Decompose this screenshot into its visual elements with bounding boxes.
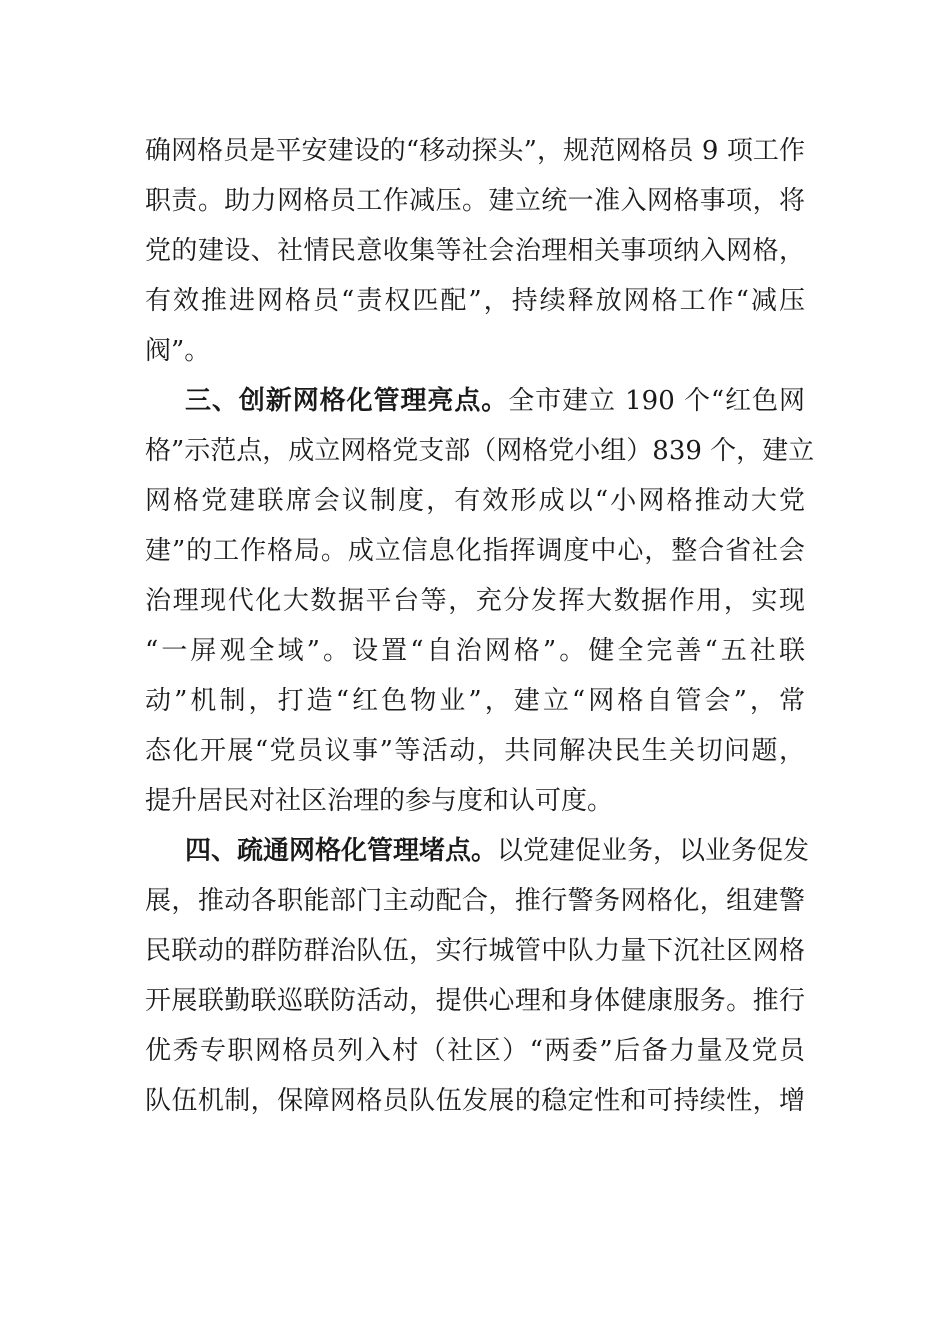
paragraph-2-first-text: 全市建立 190 个“红色网 bbox=[508, 386, 805, 416]
paragraph-2-line-8: 态化开展“党员议事”等活动，共同解决民生关切问题， bbox=[145, 736, 805, 766]
paragraph-2-line-5: 治理现代化大数据平台等，充分发挥大数据作用，实现 bbox=[145, 586, 805, 616]
paragraph-3-line-4: 开展联勤联巡联防活动，提供心理和身体健康服务。推行 bbox=[145, 986, 805, 1016]
paragraph-2-line-6: “一屏观全域”。设置“自治网格”。健全完善“五社联 bbox=[145, 636, 805, 666]
paragraph-1-line-4: 有效推进网格员“责权匹配”，持续释放网格工作“减压 bbox=[145, 286, 805, 316]
paragraph-1-line-3: 党的建设、社情民意收集等社会治理相关事项纳入网格， bbox=[145, 236, 805, 266]
paragraph-1-line-5: 阀”。 bbox=[145, 336, 211, 366]
paragraph-2-line-9: 提升居民对社区治理的参与度和认可度。 bbox=[145, 786, 614, 816]
paragraph-2-line-7: 动”机制，打造“红色物业”，建立“网格自管会”，常 bbox=[145, 686, 805, 716]
paragraph-2-line-3: 网格党建联席会议制度，有效形成以“小网格推动大党 bbox=[145, 486, 805, 516]
paragraph-3-line-3: 民联动的群防群治队伍，实行城管中队力量下沉社区网格 bbox=[145, 936, 805, 966]
paragraph-1-line-1: 确网格员是平安建设的“移动探头”，规范网格员 9 项工作 bbox=[145, 136, 805, 166]
paragraph-3-line-5: 优秀专职网格员列入村（社区）“两委”后备力量及党员 bbox=[145, 1036, 805, 1066]
paragraph-3-line-6: 队伍机制，保障网格员队伍发展的稳定性和可持续性，增 bbox=[145, 1086, 805, 1116]
paragraph-2-line-4: 建”的工作格局。成立信息化指挥调度中心，整合省社会 bbox=[145, 536, 805, 566]
paragraph-3-first-text: 以党建促业务，以业务促发 bbox=[497, 836, 810, 866]
section-3-heading: 三、创新网格化管理亮点。 bbox=[185, 386, 509, 416]
paragraph-2-line-2: 格”示范点，成立网格党支部（网格党小组）839 个，建立 bbox=[145, 436, 815, 466]
section-4-heading: 四、疏通网格化管理堵点。 bbox=[185, 836, 498, 866]
paragraph-1-line-2: 职责。助力网格员工作减压。建立统一准入网格事项，将 bbox=[145, 186, 805, 216]
paragraph-3-line-1 bbox=[145, 831, 810, 871]
paragraph-3-line-2: 展，推动各职能部门主动配合，推行警务网格化，组建警 bbox=[145, 886, 805, 916]
paragraph-2-line-1 bbox=[145, 381, 805, 421]
